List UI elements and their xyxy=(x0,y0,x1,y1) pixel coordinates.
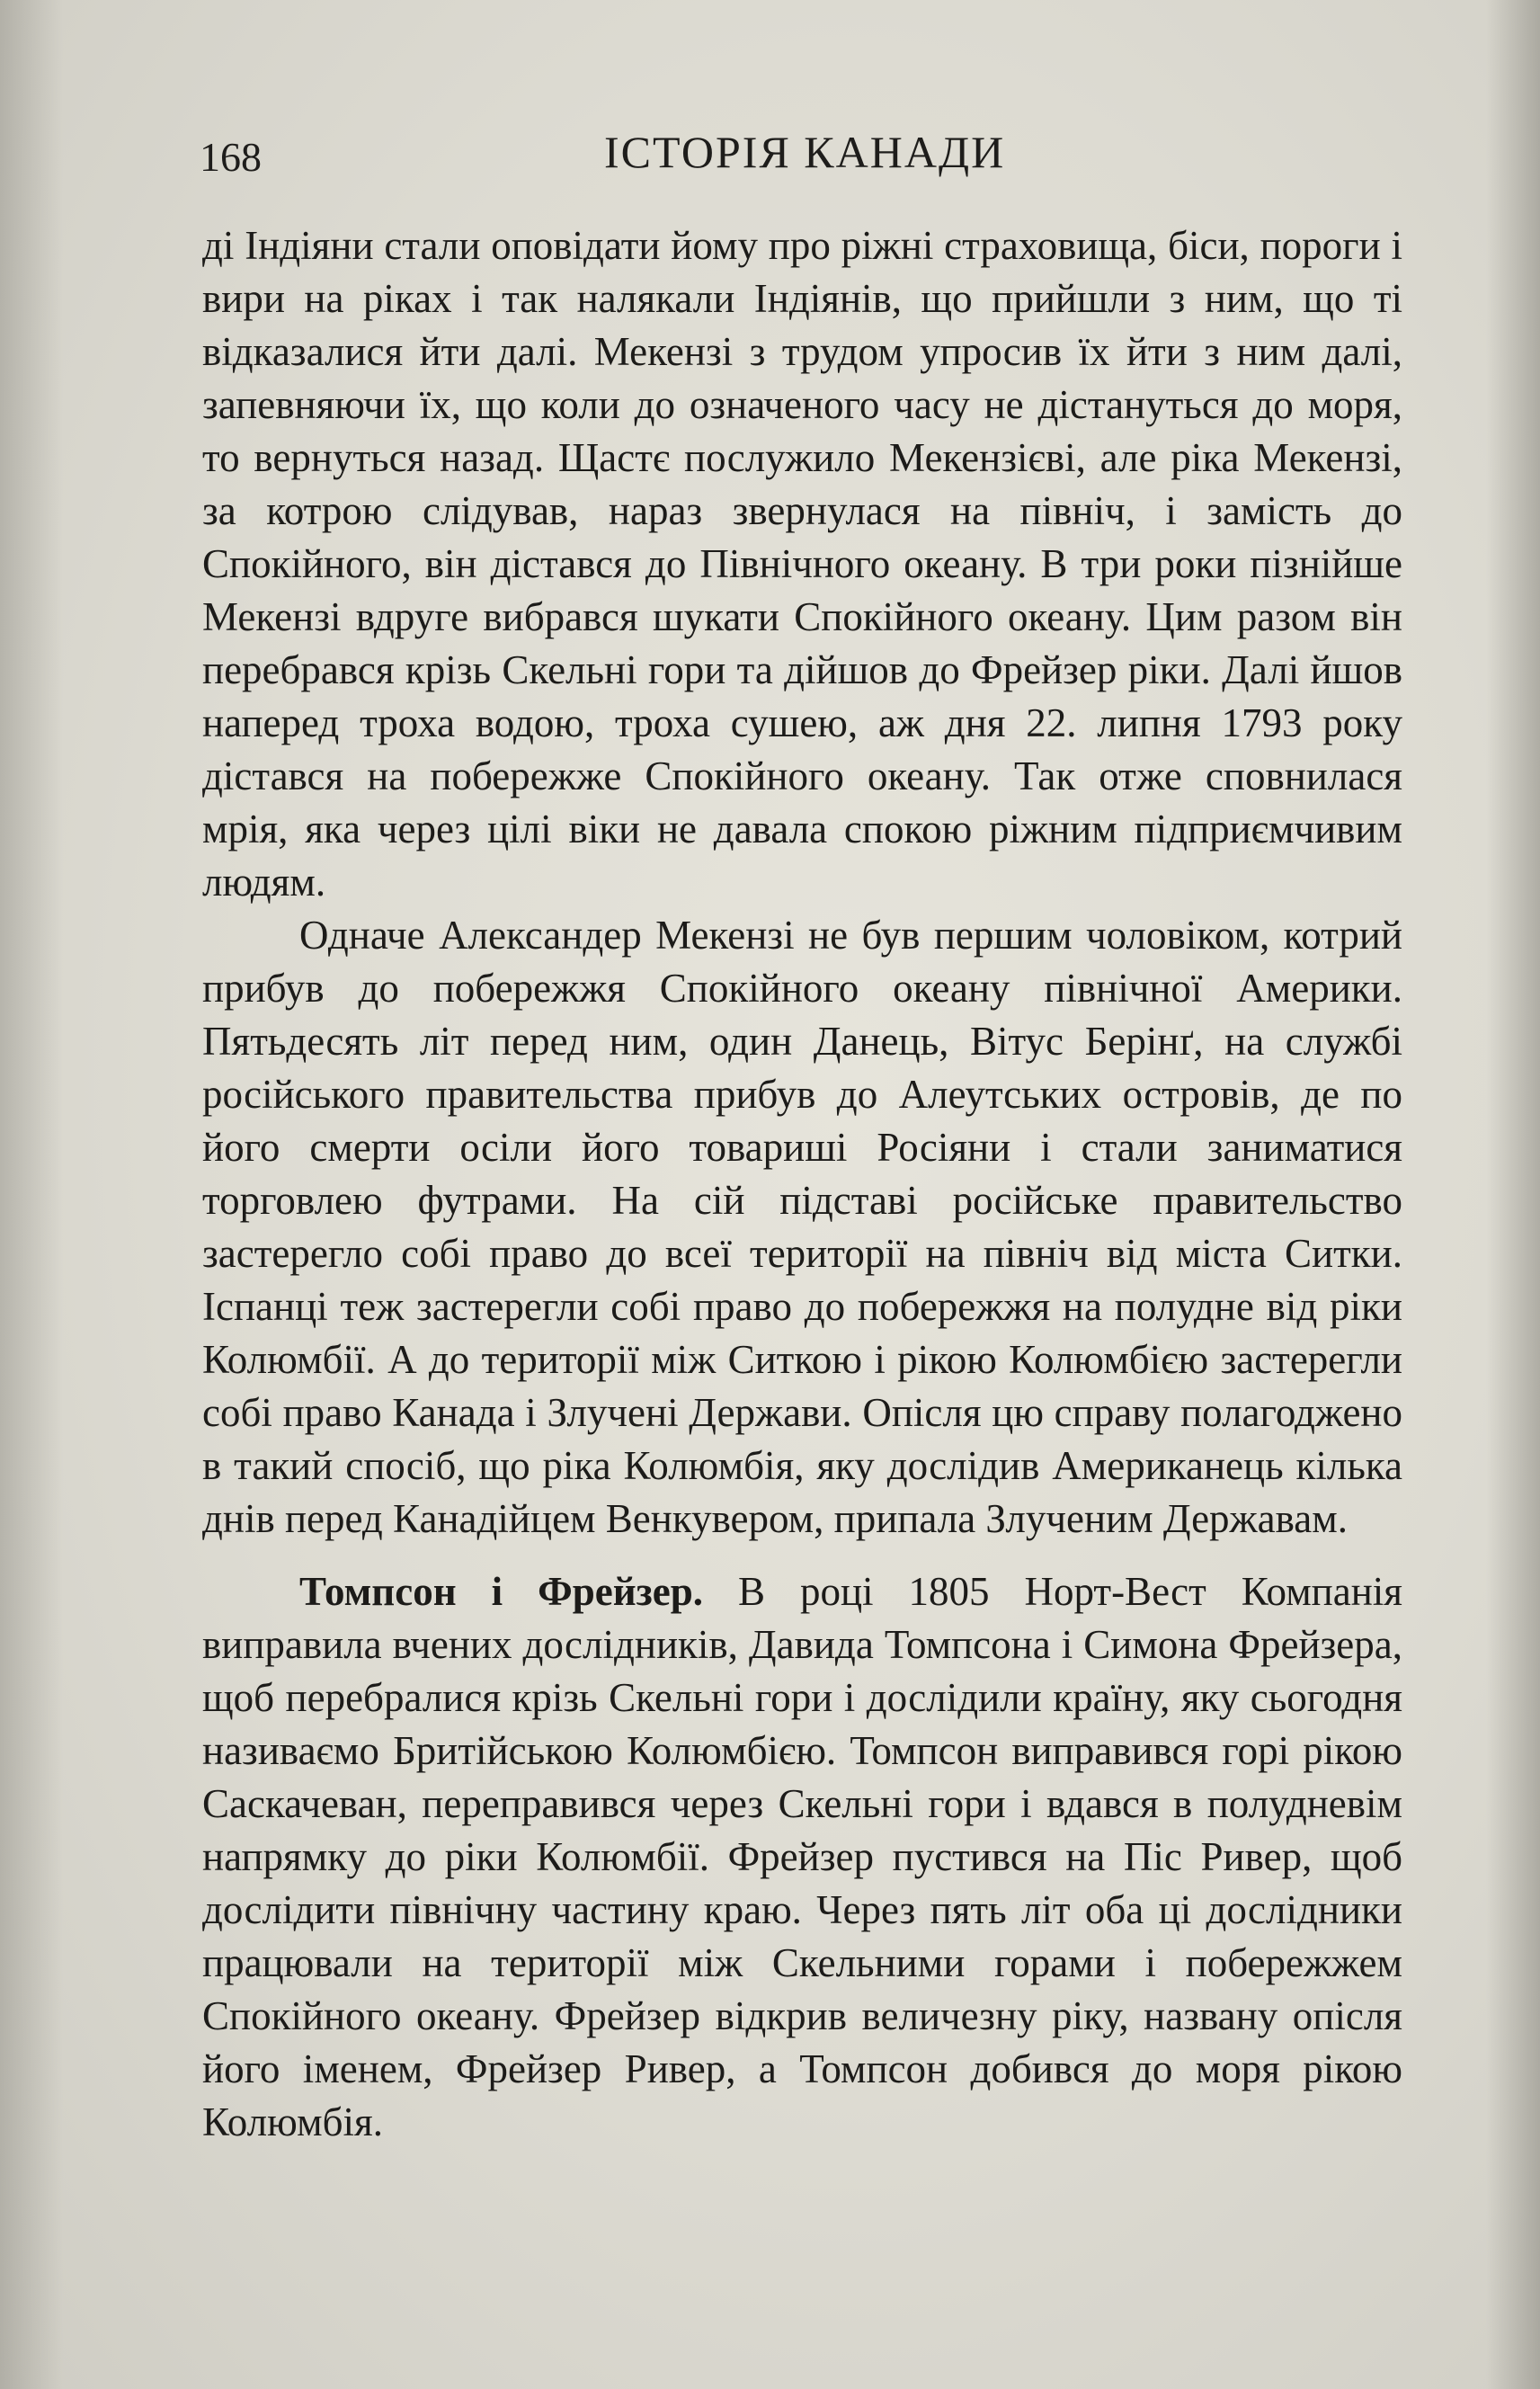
section-text: В році 1805 Норт-Вест Компанія виправила вчених дослідників, Давида Томпсона і Симона Фрейзера, щоб перебралися крізь Скельні гори і дослідили країну, яку сьогодня називаємо Бритійською Колюмбією. Томпсон виправився горі рікою Саскачеван, переправився через Скельні гори і вдався в полудневім напрямку до ріки Колюмбії. Фрейзер пустився на Піс Ривер, щоб дослідити північну частину краю. Через пять літ оба ці дослідники працювали на території між Скельними горами і побережжем Спокійного океану. Фрейзер відкрив величезну ріку, названу опісля його іменем, Фрейзер Ривер, а Томпсон добився до моря рікою Колюмбія. xyxy=(202,1569,1403,2144)
section-heading: Томпсон і Фрейзер. xyxy=(299,1569,703,1614)
page-gutter-shadow xyxy=(0,0,63,2389)
page-edge-shadow xyxy=(1486,0,1540,2389)
running-title: ІСТОРІЯ КАНАДИ xyxy=(604,127,1006,177)
page-body xyxy=(202,219,1402,2149)
section-thompson-fraser xyxy=(202,1565,1402,2149)
page-header xyxy=(200,126,1404,189)
page-number: 168 xyxy=(200,134,262,180)
paragraph-bering: Одначе Александер Мекензі не був першим чоловіком, котрий прибув до побережжя Спокійного океану північної Америки. Пятьдесять літ перед ним, один Данець, Вітус Берінґ, на службі російського правительства прибув до Алеутських островів, де по його смерти осіли його товариші Росіяни і стали заниматися торговлею футрами. На сій підставі російське правительство застерегло собі право до всеї території на північ від міста Ситки. Іспанці теж застерегли собі право до побережжя на полудне від ріки Колюмбії. А до території між Ситкою і рікою Колюмбією застерегли собі право Канада і Злучені Держави. Опісля цю справу полагоджено в такий спосіб, що ріка Колюмбія, яку дослідив Американець кілька днів перед Канадійцем Венкувером, припала Злученим Державам. xyxy=(202,913,1402,1541)
paragraph-continuation: ді Індіяни стали оповідати йому про ріжні страховища, біси, пороги і вири на ріках і так налякали Індіянів, що прийшли з ним, що ті відказалися йти далі. Мекензі з трудом упросив їх йти з ним далі, запевняючи їх, що коли до означеного часу не дістануться до моря, то вернуться назад. Щастє послужило Мекензієві, але ріка Мекензі, за котрою слідував, нараз звернулася на північ, і замість до Спокійного, він дістався до Північного океану. В три роки пізнійше Мекензі вдруге вибрався шукати Спокійного океану. Цим разом він перебрався крізь Скельні гори та дійшов до Фрейзер ріки. Далі йшов наперед троха водою, троха сушею, аж дня 22. липня 1793 року дістався на побережже Спокійного океану. Так отже сповнилася мрія, яка через цілі віки не давала спокою ріжним підприємчивим людям. xyxy=(202,223,1402,905)
